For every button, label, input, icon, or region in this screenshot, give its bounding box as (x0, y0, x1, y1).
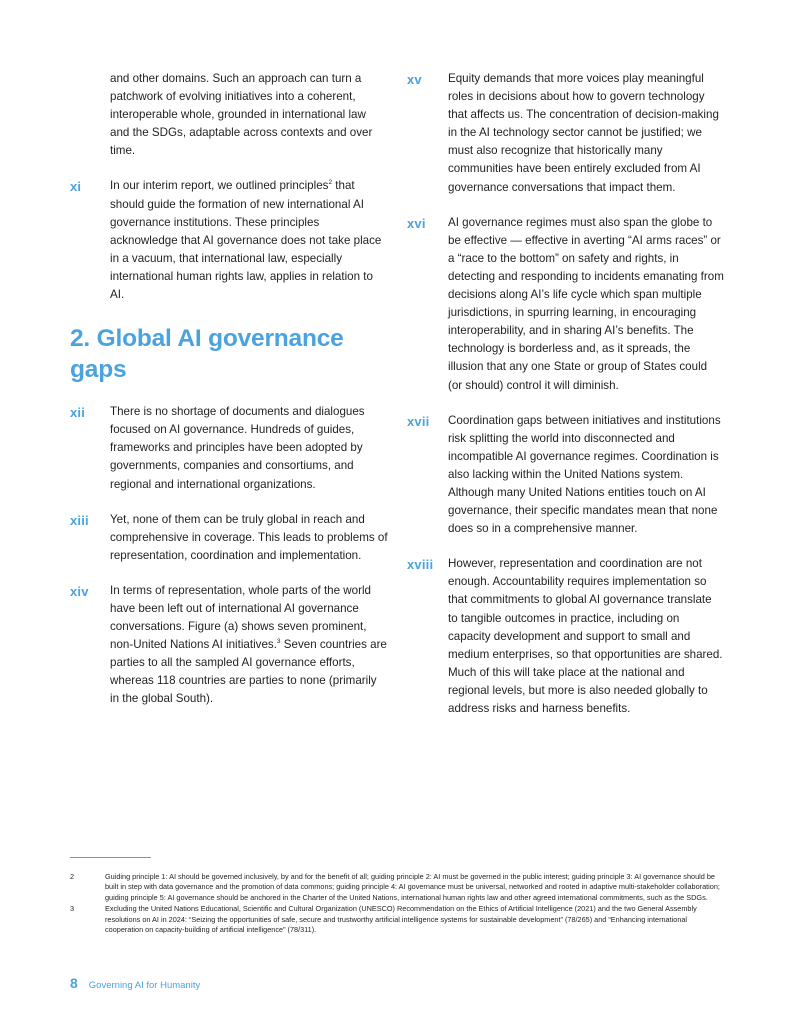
footnote-divider (70, 857, 151, 858)
paragraph-number: xvi (407, 215, 426, 231)
paragraph-text: In terms of representation, whole parts of the world have been left out of international AI governance conversations. Figure (a) shows seven prominent, non-United Nations AI initiatives.$^3$ Seven countries are parties to all the sampled AI governance efforts, whereas 118 countries are parties to none (primarily in the global South). (110, 583, 387, 706)
paragraph-continuation (70, 70, 388, 160)
footnote-text: Excluding the United Nations Educational, Scientific and Cultural Organization (UNESCO) Recommendation on the Ethics of Artificial Intelligence (2021) and the two General Assembly resolutions on AI in 2024: “Seizing the opportunities of safe, secure and trustworthy artificial intelligence systems for sustainable development” (78/265) and “Enhancing international cooperation on capacity-building of artificial intelligence” (78/311). (105, 904, 697, 935)
paragraph-xii (70, 403, 388, 493)
footnote-number: 2 (70, 872, 75, 881)
paragraph-xiii (70, 511, 388, 565)
paragraph-text: Coordination gaps between initiatives and institutions risk splitting the world into disconnected and incompatible AI governance regimes. Coordination is also lacking within the United Nations system. Although many United Nations entities touch on AI governance, their specific mandates mean that none does so in a comprehensive manner. (448, 413, 721, 536)
paragraph-text: Yet, none of them can be truly global in reach and comprehensive in coverage. This leads to problems of representation, coordination and implementation. (110, 512, 388, 562)
paragraph-xvii (407, 412, 724, 539)
document-title: Governing AI for Humanity (88, 980, 201, 991)
left-column (70, 70, 388, 726)
paragraph-number: xiv (70, 583, 89, 599)
paragraph-number: xiii (70, 512, 89, 528)
paragraph-number: xviii (407, 557, 434, 573)
footnote-ref-3[interactable]: 3 (276, 638, 281, 646)
paragraph-number: xvii (407, 413, 430, 429)
paragraph-text: However, representation and coordination are not enough. Accountability requires implementation so that commitments to global AI governance translate to tangible outcomes in practice, including on capacity development and support to small and medium enterprises, so that opportunities are shared. Much of this will take place at the national and regional levels, but more is also needed globally to address risks and harness benefits. (448, 557, 723, 715)
footnotes (70, 872, 722, 936)
page-number: 8 (70, 975, 78, 991)
paragraph-number: xi (70, 179, 82, 195)
paragraph-xviii (407, 555, 724, 718)
paragraph-number: xv (407, 72, 422, 87)
section-heading: 2. Global AI governance gaps (70, 325, 344, 384)
paragraph-text: AI governance regimes must also span the globe to be effective — effective in averting “AI arms races” or a “race to the bottom” on safety and rights, in detecting and responding to incidents emanating from decisions along AI’s life cycle which span multiple jurisdictions, in spurring learning, in encouraging interoperability, and in sharing AI’s benefits. The technology is borderless and, as it spreads, the illusion that any one State or group of States could (or should) control it will diminish. (448, 215, 724, 392)
paragraph-xi (70, 177, 388, 304)
footnote-2 (70, 872, 722, 903)
footnote-text: Guiding principle 1: AI should be governed inclusively, by and for the benefit of all; guiding principle 2: AI must be governed in the public interest; guiding principle 3: AI governance should be built in step with data governance and the promotion of data commons; guiding principle 4: AI governance must be universal, networked and rooted in adaptive multi-stakeholder collaboration; guiding principle 5: AI governance should be anchored in the Charter of the United Nations, international human rights law and other agreed international commitments, such as the SDGs. (105, 872, 720, 902)
paragraph-text: There is no shortage of documents and dialogues focused on AI governance. Hundreds of guides, frameworks and principles have been adopted by governments, companies and consortiums, and regional and international organizations. (110, 405, 365, 491)
paragraph-xvi (407, 214, 724, 395)
paragraph-number: xii (70, 405, 86, 421)
footnote-3 (70, 904, 722, 935)
footnote-number: 3 (70, 904, 75, 914)
paragraph-xiv (70, 582, 388, 709)
paragraph-text: and other domains. Such an approach can turn a patchwork of evolving initiatives into a coherent, interoperable whole, grounded in international law and the SDGs, adaptable across contexts and over time. (110, 72, 373, 158)
page-footer (70, 975, 200, 993)
footnote-ref-2[interactable]: 2 (328, 179, 333, 187)
paragraph-text: Equity demands that more voices play meaningful roles in decisions about how to govern technology that affects us. The concentration of decision-making in the AI technology sector cannot be justified; we must also recognize that historically many communities have been entirely excluded from AI governance conversations that impact them. (448, 72, 719, 194)
right-column (407, 70, 724, 735)
paragraph-xv (407, 70, 724, 197)
paragraph-text: In our interim report, we outlined principles$^2$ that should guide the formation of new international AI governance institutions. These principles acknowledge that AI governance does not take place in a vacuum, that international law, especially international human rights law, applies in relation to AI. (110, 179, 382, 302)
